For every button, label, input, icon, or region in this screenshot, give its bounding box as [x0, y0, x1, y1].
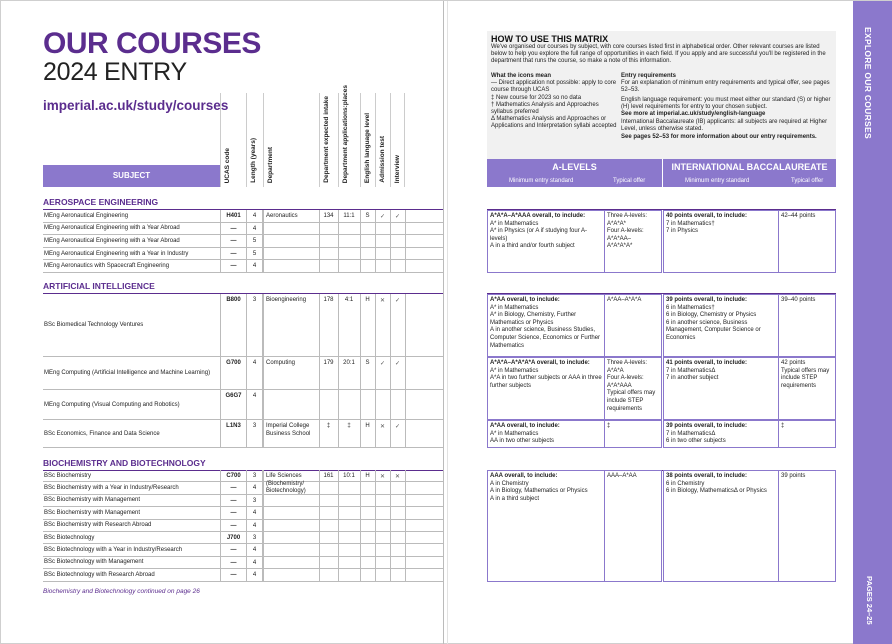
table-row	[43, 223, 443, 236]
icons-legend: What the icons mean — Direct application not possible: apply to core course through UCAS ‡ New course for 2023 so no data † Mathematics Analysis and Approaches syllabus preferred Δ Mathematics Analysis and Approaches or Applications and Interpretation syllabi accepted	[491, 73, 617, 130]
alevels-typical: ‡	[607, 423, 611, 429]
section-rule-aero	[487, 197, 836, 210]
intake-header: Department expected intake	[319, 93, 338, 187]
subject-name: MEng Computing (Artificial Intelligence and Machine Learning)	[44, 370, 211, 376]
gutter-line	[443, 1, 444, 644]
subject-name: MEng Aeronautical Engineering with a Year Abroad	[44, 225, 180, 232]
applications-ratio: 4:1	[344, 297, 354, 303]
subject-name: MEng Aeronautical Engineering with a Year in Industry	[44, 250, 189, 257]
admission-test-header: Admission test	[375, 93, 390, 187]
course-length: 3	[246, 470, 263, 482]
entry-requirements-legend: Entry requirements For an explanation of minimum entry requirements and typical offer, see pages 52–53. English language requirement: you must meet either our standard (S) or higher (H) level requirements for entry to your chosen subject. See more at imperial.ac.uk/study/english-language International Baccalaureate (IB) applicants: all subjects are required at Higher Level, unless otherwise stated. See pages 52–53 for more information about our entry requirements.	[621, 73, 831, 140]
ucas-code: —	[220, 557, 246, 569]
ucas-code: —	[220, 223, 246, 236]
section-aerospace: AEROSPACE ENGINEERING	[43, 197, 443, 210]
ib-divider	[778, 357, 779, 420]
column-rule	[319, 294, 320, 448]
ucas-code: —	[220, 544, 246, 556]
subject-name: MEng Aeronautical Engineering with a Year Abroad	[44, 237, 180, 244]
applications-ratio: 10:1	[343, 473, 355, 479]
alevels-divider	[604, 470, 605, 582]
ib-typical: 39 points	[781, 473, 806, 479]
expected-intake: 178	[323, 297, 334, 303]
column-rule	[263, 210, 264, 273]
column-rule	[375, 470, 376, 582]
continued-note: Biochemistry and Biotechnology continued on page 26	[43, 588, 200, 595]
subject-name: BSc Biomedical Technology Ventures	[44, 322, 144, 328]
course-length: 4	[246, 507, 263, 519]
department-name: Bioengineering	[266, 297, 307, 303]
ib-divider	[778, 420, 779, 448]
page-subtitle: 2024 ENTRY	[43, 58, 187, 86]
alevels-typical: AAA–A*AA	[607, 473, 637, 479]
column-rule	[338, 470, 339, 582]
column-rule	[390, 294, 391, 448]
section-ai: ARTIFICIAL INTELLIGENCE	[43, 281, 443, 294]
alevels-header: A-LEVELS Minimum entry standard Typical offer	[487, 159, 662, 187]
column-rule	[360, 294, 361, 448]
subject-name: MEng Computing (Visual Computing and Robotics)	[44, 401, 180, 408]
alevels-divider	[604, 420, 605, 448]
table-row	[43, 248, 443, 261]
department-header: Department	[263, 93, 319, 187]
how-to-use-panel	[487, 31, 836, 159]
sidebar-title: EXPLORE OUR COURSES	[863, 27, 873, 139]
table-row	[43, 390, 443, 420]
ib-divider	[778, 210, 779, 273]
table-row	[43, 557, 443, 569]
ucas-code: G6G7	[220, 390, 246, 420]
subject-header: SUBJECT	[43, 165, 220, 187]
english-level: S	[365, 213, 370, 219]
ib-minimum: 38 points overall, to include: 6 in Chemistry 6 in Biology, MathematicsΔ or Physics	[666, 473, 767, 495]
subject-name: BSc Biochemistry with Research Abroad	[44, 522, 152, 529]
table-row	[43, 544, 443, 556]
column-rule	[319, 470, 320, 582]
alevels-divider	[604, 294, 605, 357]
ucas-code: —	[220, 495, 246, 507]
subject-name: BSc Biotechnology with Management	[44, 559, 144, 566]
section-biochemistry: BIOCHEMISTRY AND BIOTECHNOLOGY	[43, 458, 443, 471]
expected-intake: 179	[323, 360, 334, 366]
column-rule	[390, 470, 391, 582]
table-row	[43, 520, 443, 532]
column-rule	[375, 294, 376, 448]
english-level: S	[365, 360, 370, 366]
alevels-typical: A*AA–A*A*A	[607, 297, 642, 303]
ucas-code: H401	[220, 210, 246, 223]
ib-minimum: 40 points overall, to include: 7 in Mathematics† 7 in Physics	[666, 213, 748, 235]
ucas-code: J700	[220, 532, 246, 544]
gutter-shadow	[447, 1, 448, 644]
page-title: OUR COURSES	[43, 27, 261, 60]
table-row	[43, 235, 443, 248]
column-rule	[405, 294, 406, 448]
english-level: H	[365, 473, 370, 479]
interview-mark: ✕	[394, 474, 401, 480]
ib-typical: 42 points Typical offers may include STEP requirements	[781, 360, 830, 389]
course-length: 3	[246, 495, 263, 507]
applications-ratio: 20:1	[343, 360, 355, 366]
column-rule	[360, 470, 361, 582]
subject-name: BSc Biochemistry with a Year in Industry/Research	[44, 485, 179, 492]
column-rule	[319, 210, 320, 273]
course-length: 4	[246, 357, 263, 390]
expected-intake: ‡	[326, 423, 331, 429]
table-row	[43, 495, 443, 507]
course-length: 3	[246, 294, 263, 357]
table-row	[43, 260, 443, 273]
interview-mark: ✓	[394, 214, 401, 220]
column-rule	[405, 210, 406, 273]
expected-intake: 161	[323, 473, 334, 479]
column-rule	[375, 210, 376, 273]
course-length: 4	[246, 210, 263, 223]
alevels-minimum: A*A*A–A*AAA overall, to include: A* in Mathematics A* in Physics (or A if studying four A-levels) A in a third and/or fourth subject	[490, 213, 588, 250]
alevels-minimum: A*AA overall, to include: A* in Mathematics AA in two other subjects	[490, 423, 560, 445]
column-rule	[338, 294, 339, 448]
subject-name: BSc Biotechnology	[44, 534, 95, 541]
ucas-code: —	[220, 235, 246, 248]
expected-intake: 134	[323, 213, 334, 219]
ib-minimum: 41 points overall, to include: 7 in MathematicsΔ 7 in another subject	[666, 360, 748, 382]
department-name: Aeronautics	[266, 213, 298, 219]
column-rule	[360, 210, 361, 273]
length-header: Length (years)	[246, 93, 263, 187]
ib-typical: 42–44 points	[781, 213, 816, 219]
column-rule	[390, 210, 391, 273]
subject-name: BSc Economics, Finance and Data Science	[44, 430, 160, 437]
admission-test-mark: ✕	[379, 298, 386, 304]
column-rule	[338, 210, 339, 273]
subject-name: BSc Biochemistry with Management	[44, 509, 141, 516]
ucas-code: —	[220, 569, 246, 581]
english-language-link[interactable]: See more at imperial.ac.uk/study/english-language	[621, 111, 766, 118]
interview-mark: ✓	[394, 298, 401, 304]
alevels-typical: Three A-levels: A*A*A Four A-levels: A*A*AAA Typical offers may include STEP requirements	[607, 360, 656, 412]
admission-test-mark: ✓	[379, 214, 386, 220]
course-length: 4	[246, 390, 263, 420]
course-length: 3	[246, 420, 263, 448]
ucas-code: —	[220, 248, 246, 261]
english-level: H	[365, 297, 370, 303]
course-length: 3	[246, 532, 263, 544]
subject-name: BSc Biochemistry with Management	[44, 497, 141, 504]
ucas-code: —	[220, 482, 246, 494]
subject-name: BSc Biochemistry	[44, 472, 92, 479]
interview-mark: ✓	[394, 361, 401, 367]
alevels-typical: Three A-levels: A*A*A* Four A-levels: A*A*AA– A*A*A*A*	[607, 213, 648, 250]
interview-mark: ✓	[394, 424, 401, 430]
subject-name: BSc Biotechnology with a Year in Industry/Research	[44, 547, 183, 554]
ib-divider	[778, 294, 779, 357]
ucas-code: L1N3	[220, 420, 246, 448]
english-level: H	[365, 423, 370, 429]
course-length: 4	[246, 569, 263, 581]
ib-divider	[778, 470, 779, 582]
ucas-code: B800	[220, 294, 246, 357]
applications-header: Department applications:places	[338, 93, 360, 187]
column-rule	[263, 294, 264, 448]
alevels-minimum: A*A*A–A*A*A*A overall, to include: A* in Mathematics A*A in two further subjects or AAA in three further subjects	[490, 360, 602, 389]
page-numbers: PAGES 24–25	[865, 576, 874, 625]
alevels-minimum: AAA overall, to include: A in Chemistry A in Biology, Mathematics or Physics A in a third subject	[490, 473, 588, 502]
table-row	[43, 482, 443, 494]
column-rule	[405, 470, 406, 582]
table-row	[43, 507, 443, 519]
course-length: 5	[246, 235, 263, 248]
admission-test-mark: ✕	[379, 474, 386, 480]
ib-minimum: 39 points overall, to include: 7 in MathematicsΔ 6 in two other subjects	[666, 423, 748, 445]
ib-typical: 39–40 points	[781, 297, 816, 303]
department-name: Imperial College Business School	[266, 423, 311, 437]
sidebar-band	[853, 1, 892, 644]
admission-test-mark: ✕	[379, 424, 386, 430]
ib-minimum: 39 points overall, to include: 6 in Mathematics† 6 in Biology, Chemistry or Physics 6 in another science, Business Management, Computer Science or Economics	[666, 297, 761, 341]
ucas-code: —	[220, 260, 246, 273]
column-rule	[263, 470, 264, 582]
course-length: 4	[246, 544, 263, 556]
ucas-code: —	[220, 520, 246, 532]
ucas-code: C700	[220, 470, 246, 482]
course-length: 4	[246, 260, 263, 273]
english-header: English language level	[360, 93, 375, 187]
ucas-code: —	[220, 507, 246, 519]
matrix-title: HOW TO USE THIS MATRIX	[491, 34, 609, 44]
table-row	[43, 569, 443, 581]
applications-ratio: ‡	[347, 423, 351, 429]
course-length: 4	[246, 520, 263, 532]
course-length: 4	[246, 557, 263, 569]
ib-header: INTERNATIONAL BACCALAUREATE Minimum entry standard Typical offer	[663, 159, 836, 187]
ucas-header: UCAS code	[220, 93, 246, 187]
admission-test-mark: ✓	[379, 361, 386, 367]
matrix-intro: We've organised our courses by subject, with core courses listed first in alphabetical order. Other relevant courses are listed below to help you explore the full range of opportunities in each field. If you apply and are successful you'll be registered in the department that runs the course, so make a note of this information.	[491, 44, 826, 64]
department-name: Computing	[266, 360, 296, 366]
alevels-minimum: A*AA overall, to include: A* in Mathematics A* in Biology, Chemistry, Further Mathematics or Physics A in another science, Business Studies, Computer Science, Economics or Further Mathematics	[490, 297, 601, 349]
courses-link[interactable]: imperial.ac.uk/study/courses	[43, 98, 229, 113]
course-length: 4	[246, 482, 263, 494]
alevels-divider	[604, 357, 605, 420]
subject-name: BSc Biotechnology with Research Abroad	[44, 571, 155, 578]
course-length: 5	[246, 248, 263, 261]
alevels-divider	[604, 210, 605, 273]
table-row	[43, 532, 443, 544]
course-length: 4	[246, 223, 263, 236]
subject-name: MEng Aeronautical Engineering	[44, 212, 129, 219]
ucas-code: G700	[220, 357, 246, 390]
interview-header: Interview	[390, 93, 405, 187]
section-rule-ai	[487, 281, 836, 294]
department-name: Life Sciences (Biochemistry/ Biotechnology)	[266, 473, 306, 495]
ib-typical: ‡	[781, 423, 785, 429]
applications-ratio: 11:1	[343, 213, 355, 219]
subject-name: MEng Aeronautics with Spacecraft Engineering	[44, 263, 170, 270]
